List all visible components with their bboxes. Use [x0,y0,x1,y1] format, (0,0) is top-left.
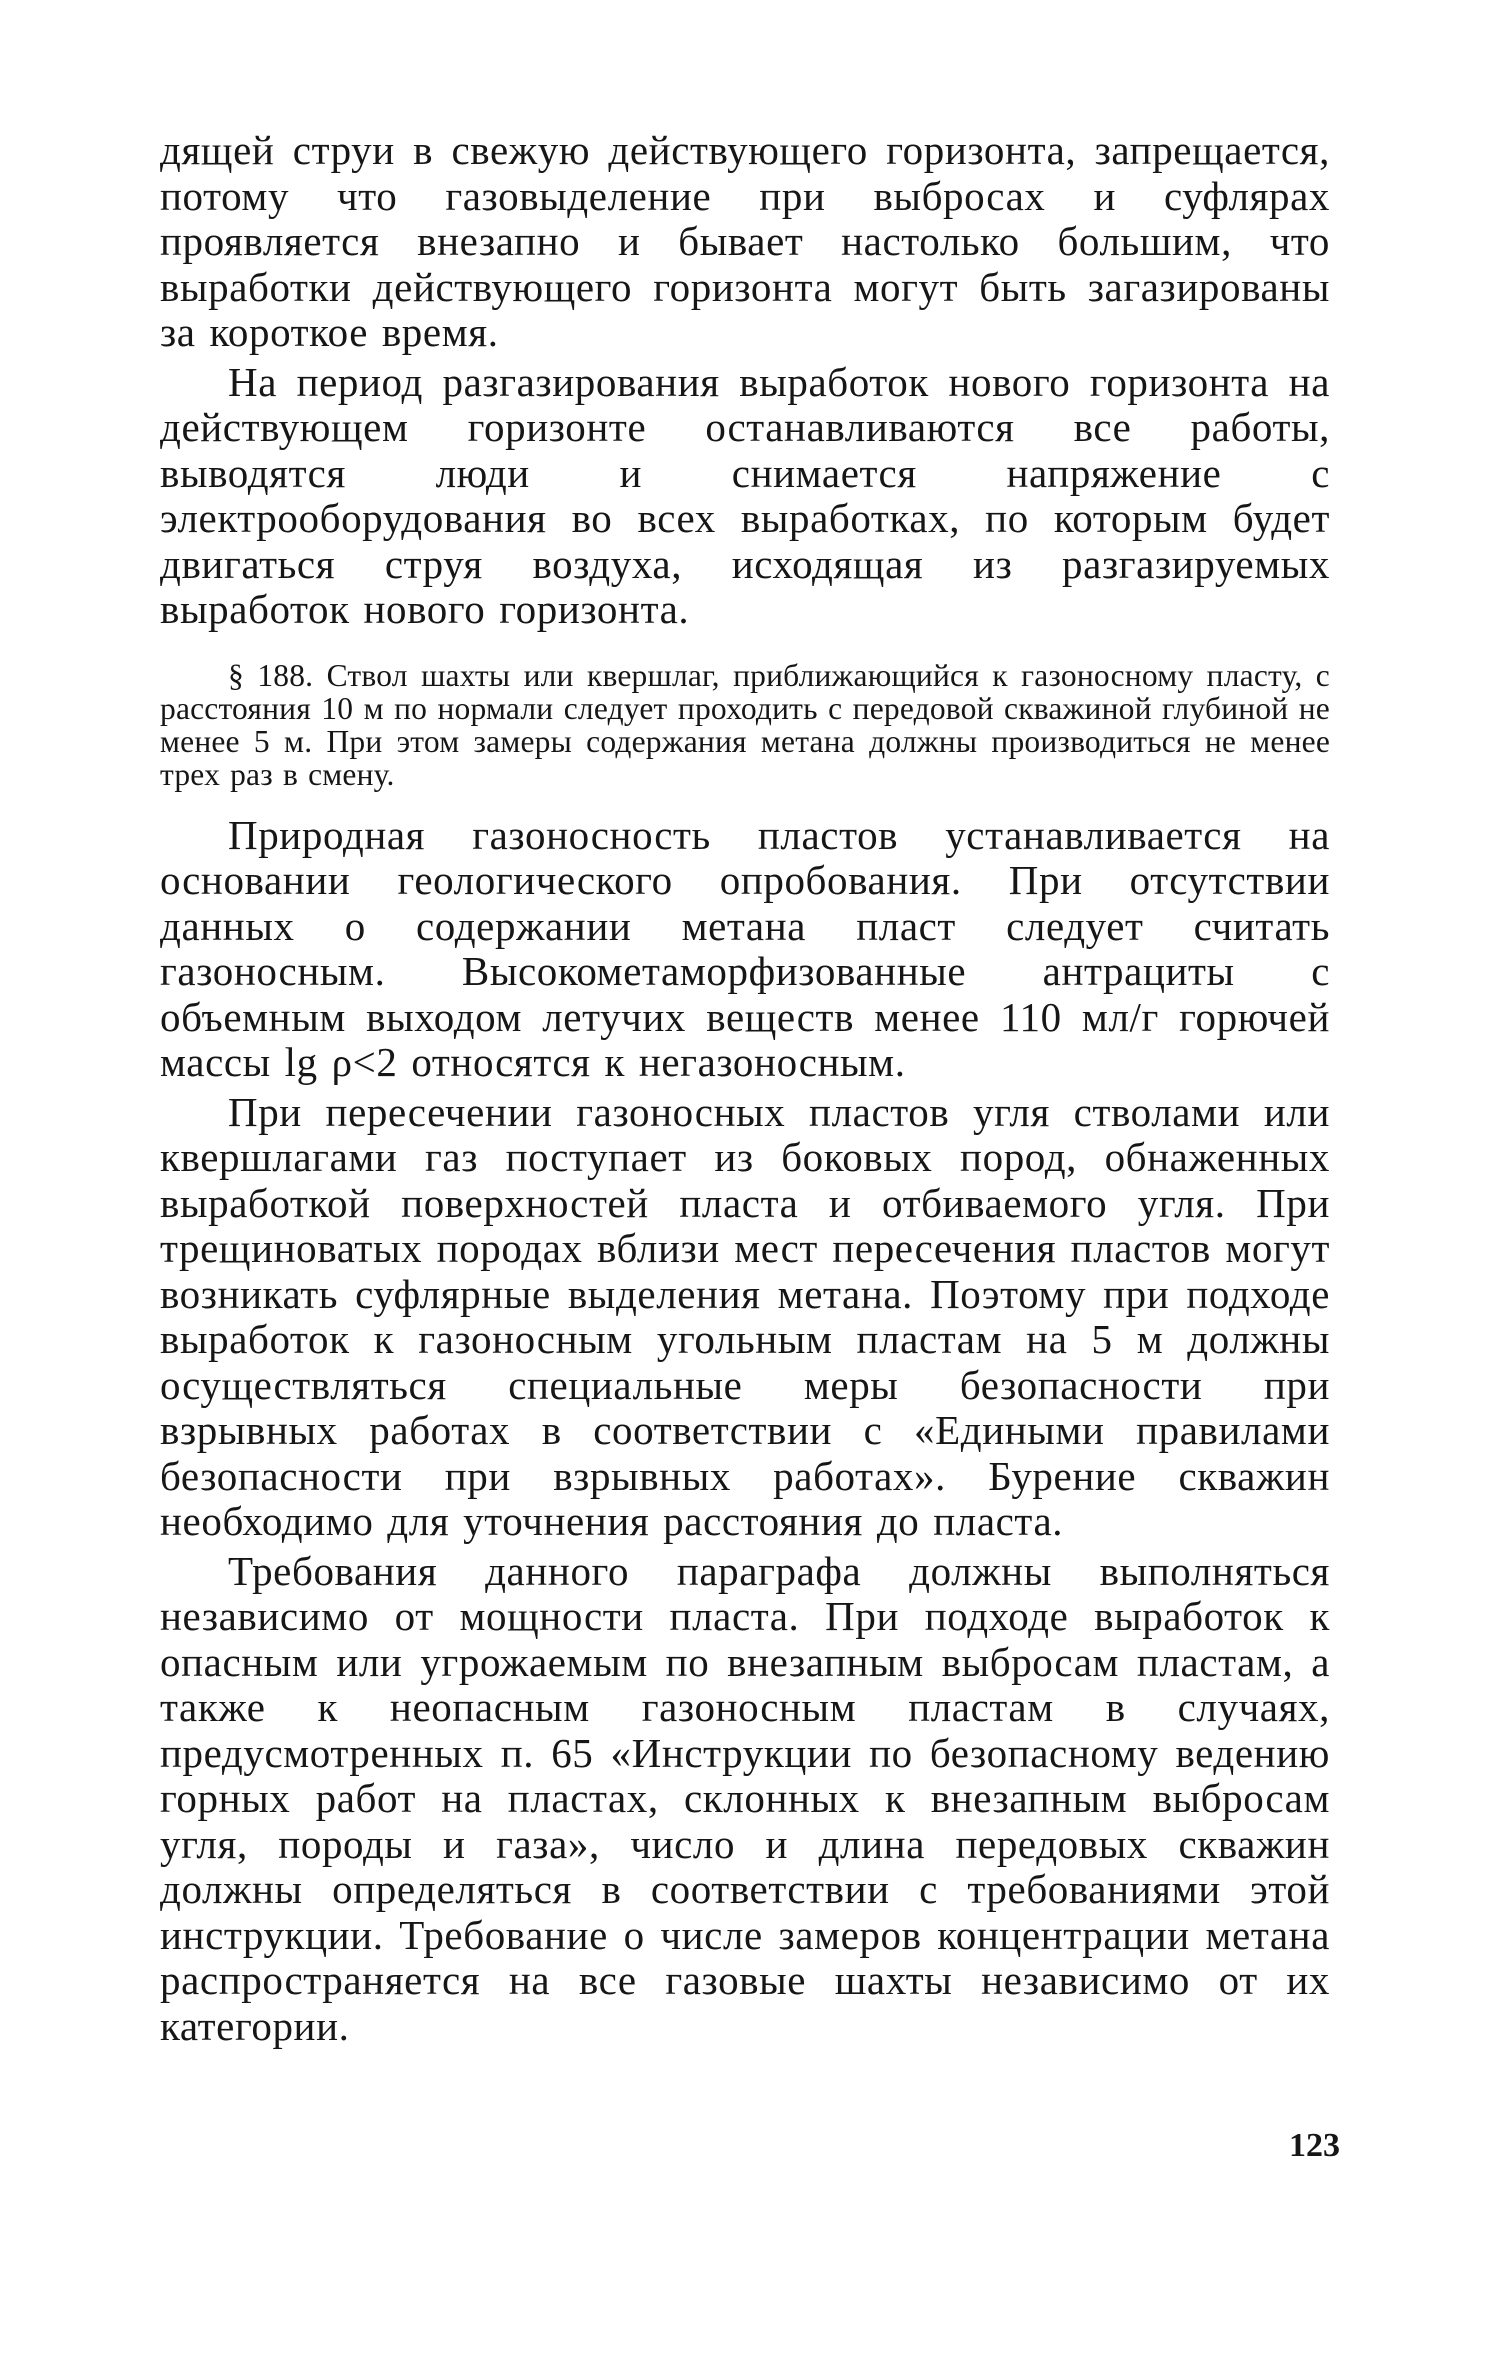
section-188-rule: § 188. Ствол шахты или квершлаг, приближающийся к газоносному пласту, с расстояния 10 м по нормали следует проходить с передовой скважиной глубиной не менее 5 м. При этом замеры содержания метана должны производиться не менее трех раз в смену. [160,657,1330,792]
main-text-column [160,128,1330,2049]
paragraph-crossing-gas-seams: При пересечении газоносных пластов угля стволами или квершлагами газ поступает из боковых пород, обнаженных выработкой поверхностей пласта и отбиваемого угля. При трещиноватых породах вблизи мест пересечения пластов могут возникать суфлярные выделения метана. Поэтому при подходе выработок к газоносным угольным пластам на 5 м должны осуществляться специальные меры безопасности при взрывных работах в соответствии с «Едиными правилами безопасности при взрывных работах». Бурение скважин необходимо для уточнения расстояния до пласта. [160,1088,1330,1544]
paragraph-continuation: дящей струи в свежую действующего горизонта, запрещается, потому что газовыделение при выбросах и суфлярах проявляется внезапно и бывает настолько большим, что выработки действующего горизонта могут быть загазированы за короткое время. [160,127,1330,355]
paragraph-natural-gas-content: Природная газоносность пластов устанавливается на основании геологического опробования. При отсутствии данных о содержании метана пласт следует считать газоносным. Высокометаморфизованные антрациты с объемным выходом летучих веществ менее 110 мл/г горючей массы lg ρ<2 относятся к негазоносным. [160,811,1330,1085]
page-number: 123 [1289,2127,1340,2164]
paragraph-paragraph-requirements: Требования данного параграфа должны выполняться независимо от мощности пласта. При подходе выработок к опасным или угрожаемым по внезапным выбросам пластам, а также к неопасным газоносным пластам в случаях, предусмотренных п. 65 «Инструкции по безопасному ведению горных работ на пластах, склонных к внезапным выбросам угля, породы и газа», число и длина передовых скважин должны определяться в соответствии с требованиями этой инструкции. Требование о числе замеров концентрации метана распространяется на все газовые шахты независимо от их категории. [160,1547,1330,2049]
paragraph-degassing-period: На период разгазирования выработок нового горизонта на действующем горизонте останавливаются все работы, выводятся люди и снимается напряжение с электрооборудования во всех выработках, по которым будет двигаться струя воздуха, исходящая из разгазируемых выработок нового горизонта. [160,358,1330,632]
